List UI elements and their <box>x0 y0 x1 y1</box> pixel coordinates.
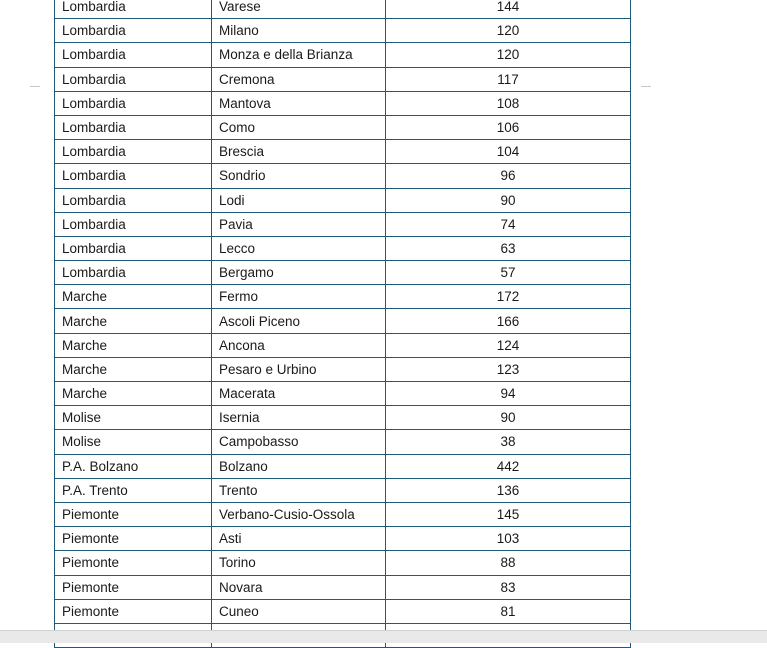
value-cell: 144 <box>386 0 631 19</box>
table-row <box>55 67 631 91</box>
province-cell: Pavia <box>212 212 386 236</box>
region-cell: Marche <box>55 382 212 406</box>
table-row <box>55 430 631 454</box>
region-cell: Molise <box>55 430 212 454</box>
region-cell: Piemonte <box>55 551 212 575</box>
region-cell: Lombardia <box>55 91 212 115</box>
region-cell: Lombardia <box>55 212 212 236</box>
province-cell: Cuneo <box>212 599 386 623</box>
value-cell: 88 <box>386 551 631 575</box>
region-cell: Lombardia <box>55 115 212 139</box>
province-cell: Verbano-Cusio-Ossola <box>212 502 386 526</box>
province-cell: Bolzano <box>212 454 386 478</box>
table-row <box>55 261 631 285</box>
region-cell: Piemonte <box>55 575 212 599</box>
value-cell: 63 <box>386 236 631 260</box>
value-cell: 108 <box>386 91 631 115</box>
table-row <box>55 502 631 526</box>
table-row <box>55 0 631 19</box>
value-cell: 104 <box>386 140 631 164</box>
table-row <box>55 551 631 575</box>
region-cell: Lombardia <box>55 261 212 285</box>
right-margin-marker <box>641 86 651 87</box>
table-row <box>55 236 631 260</box>
region-cell: P.A. Bolzano <box>55 454 212 478</box>
table-row <box>55 333 631 357</box>
page-bottom-edge <box>0 630 767 643</box>
province-cell: Macerata <box>212 382 386 406</box>
province-cell: Varese <box>212 0 386 19</box>
table-row <box>55 188 631 212</box>
value-cell: 172 <box>386 285 631 309</box>
value-cell: 123 <box>386 357 631 381</box>
value-cell: 83 <box>386 575 631 599</box>
table-row <box>55 527 631 551</box>
value-cell: 81 <box>386 599 631 623</box>
region-cell: P.A. Trento <box>55 478 212 502</box>
table-row <box>55 575 631 599</box>
value-cell: 136 <box>386 478 631 502</box>
province-cell: Asti <box>212 527 386 551</box>
table-body <box>55 0 631 648</box>
table-row <box>55 212 631 236</box>
province-cell: Bergamo <box>212 261 386 285</box>
value-cell: 120 <box>386 43 631 67</box>
table-row <box>55 115 631 139</box>
value-cell: 442 <box>386 454 631 478</box>
province-cell: Torino <box>212 551 386 575</box>
table-row <box>55 454 631 478</box>
region-cell: Lombardia <box>55 188 212 212</box>
region-cell: Piemonte <box>55 599 212 623</box>
value-cell: 103 <box>386 527 631 551</box>
region-cell: Molise <box>55 406 212 430</box>
region-cell: Lombardia <box>55 236 212 260</box>
region-cell: Piemonte <box>55 502 212 526</box>
value-cell: 124 <box>386 333 631 357</box>
province-cell: Trento <box>212 478 386 502</box>
region-cell: Lombardia <box>55 19 212 43</box>
table-row <box>55 91 631 115</box>
value-cell: 90 <box>386 188 631 212</box>
province-cell: Como <box>212 115 386 139</box>
province-cell: Lecco <box>212 236 386 260</box>
value-cell: 117 <box>386 67 631 91</box>
region-cell: Piemonte <box>55 527 212 551</box>
left-margin-marker <box>30 86 40 87</box>
value-cell: 38 <box>386 430 631 454</box>
table-row <box>55 309 631 333</box>
province-cell: Fermo <box>212 285 386 309</box>
province-cell: Isernia <box>212 406 386 430</box>
table-row <box>55 406 631 430</box>
province-cell: Mantova <box>212 91 386 115</box>
region-cell: Lombardia <box>55 164 212 188</box>
province-cell: Campobasso <box>212 430 386 454</box>
value-cell: 96 <box>386 164 631 188</box>
province-cell: Pesaro e Urbino <box>212 357 386 381</box>
table-row <box>55 382 631 406</box>
table-row <box>55 599 631 623</box>
region-cell: Lombardia <box>55 0 212 19</box>
province-cell: Monza e della Brianza <box>212 43 386 67</box>
region-cell: Marche <box>55 333 212 357</box>
region-cell: Marche <box>55 309 212 333</box>
value-cell: 74 <box>386 212 631 236</box>
region-cell: Lombardia <box>55 43 212 67</box>
province-cell: Lodi <box>212 188 386 212</box>
table-row <box>55 19 631 43</box>
region-cell: Marche <box>55 285 212 309</box>
province-cell: Novara <box>212 575 386 599</box>
region-cell: Lombardia <box>55 140 212 164</box>
province-cell: Ascoli Piceno <box>212 309 386 333</box>
value-cell: 166 <box>386 309 631 333</box>
table-row <box>55 164 631 188</box>
province-cell: Brescia <box>212 140 386 164</box>
value-cell: 120 <box>386 19 631 43</box>
table-row <box>55 478 631 502</box>
region-cell: Marche <box>55 357 212 381</box>
province-cell: Sondrio <box>212 164 386 188</box>
value-cell: 106 <box>386 115 631 139</box>
table-row <box>55 140 631 164</box>
province-cell: Ancona <box>212 333 386 357</box>
region-cell: Lombardia <box>55 67 212 91</box>
value-cell: 94 <box>386 382 631 406</box>
province-cell: Milano <box>212 19 386 43</box>
value-cell: 57 <box>386 261 631 285</box>
table-row <box>55 357 631 381</box>
table-row <box>55 285 631 309</box>
value-cell: 145 <box>386 502 631 526</box>
table-row <box>55 43 631 67</box>
province-cell: Cremona <box>212 67 386 91</box>
value-cell: 90 <box>386 406 631 430</box>
province-data-table <box>54 0 631 648</box>
